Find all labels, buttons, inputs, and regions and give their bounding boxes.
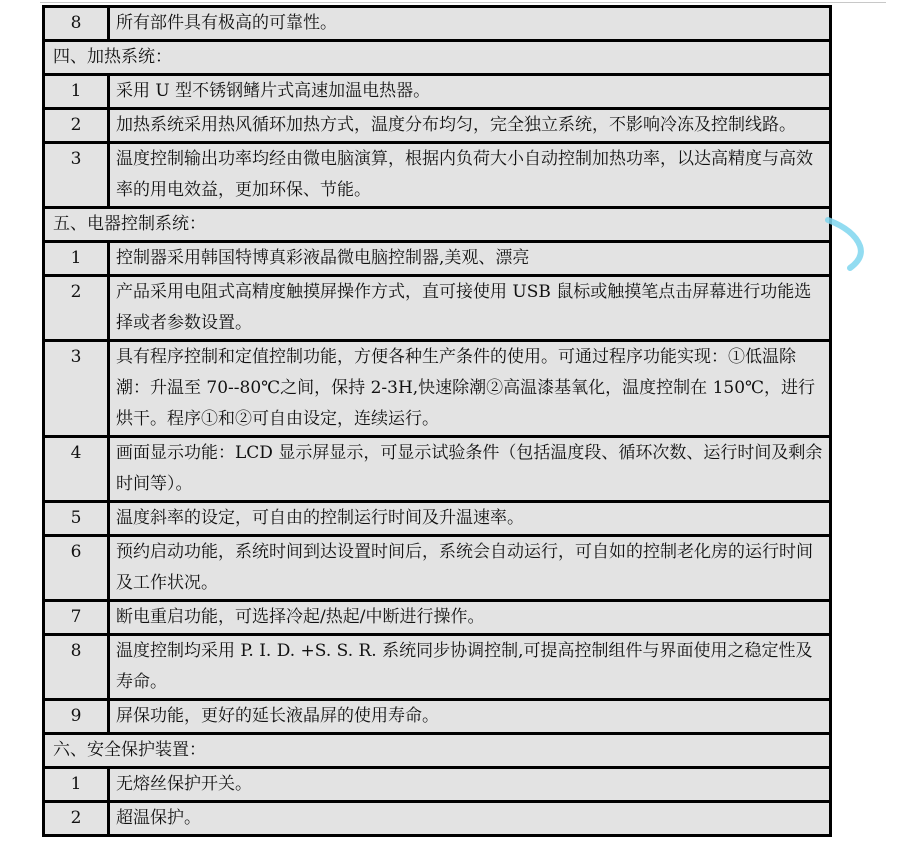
section-header-row [44,208,831,242]
row-number: 1 [44,768,109,802]
row-number: 2 [44,109,109,143]
row-number: 2 [44,802,109,836]
row-text: 控制器采用韩国特博真彩液晶微电脑控制器,美观、漂亮 [109,242,831,276]
section-title: 五、电器控制系统： [44,208,831,242]
row-text: 产品采用电阻式高精度触摸屏操作方式，直可接使用 USB 鼠标或触摸笔点击屏幕进行功能选择或者参数设置。 [109,276,831,341]
table-row [44,502,831,536]
row-text: 采用 U 型不锈钢鳍片式高速加温电热器。 [109,75,831,109]
table-row [44,242,831,276]
row-text: 预约启动功能，系统时间到达设置时间后，系统会自动运行，可自如的控制老化房的运行时间及工作状况。 [109,536,831,601]
table-row [44,341,831,437]
section-title: 六、安全保护装置： [44,734,831,768]
table-row [44,437,831,502]
table-row [44,601,831,635]
table-row [44,768,831,802]
section-title: 四、加热系统： [44,41,831,75]
section-header-row [44,41,831,75]
row-text: 屏保功能，更好的延长液晶屏的使用寿命。 [109,700,831,734]
top-divider-line [40,2,886,3]
row-text: 无熔丝保护开关。 [109,768,831,802]
row-text: 加热系统采用热风循环加热方式，温度分布均匀，完全独立系统，不影响冷冻及控制线路。 [109,109,831,143]
table-row [44,7,831,41]
row-text: 温度斜率的设定，可自由的控制运行时间及升温速率。 [109,502,831,536]
row-text: 温度控制均采用 P. I. D. +S. S. R. 系统同步协调控制,可提高控制组件与界面使用之稳定性及寿命。 [109,635,831,700]
row-number: 7 [44,601,109,635]
row-number: 8 [44,635,109,700]
table-row [44,109,831,143]
row-number: 5 [44,502,109,536]
table-row [44,143,831,208]
row-text: 温度控制输出功率均经由微电脑演算，根据内负荷大小自动控制加热功率，以达高精度与高效率的用电效益，更加环保、节能。 [109,143,831,208]
table-row [44,75,831,109]
row-number: 1 [44,242,109,276]
row-number: 2 [44,276,109,341]
row-number: 1 [44,75,109,109]
row-number: 3 [44,341,109,437]
table-row [44,700,831,734]
spec-table [42,5,832,837]
row-number: 4 [44,437,109,502]
row-number: 3 [44,143,109,208]
row-text: 画面显示功能：LCD 显示屏显示，可显示试验条件（包括温度段、循环次数、运行时间及剩余时间等）。 [109,437,831,502]
section-header-row [44,734,831,768]
row-number: 6 [44,536,109,601]
table-row [44,802,831,836]
table-row [44,536,831,601]
row-number: 8 [44,7,109,41]
table-row [44,276,831,341]
row-text: 断电重启功能，可选择冷起/热起/中断进行操作。 [109,601,831,635]
table-row [44,635,831,700]
row-text: 超温保护。 [109,802,831,836]
row-text: 具有程序控制和定值控制功能，方便各种生产条件的使用。可通过程序功能实现：①低温除潮：升温至 70--80℃之间，保持 2-3H,快速除潮②高温漆基氧化，温度控制在 150℃，进行烘干。程序①和②可自由设定，连续运行。 [109,341,831,437]
row-text: 所有部件具有极高的可靠性。 [109,7,831,41]
row-number: 9 [44,700,109,734]
